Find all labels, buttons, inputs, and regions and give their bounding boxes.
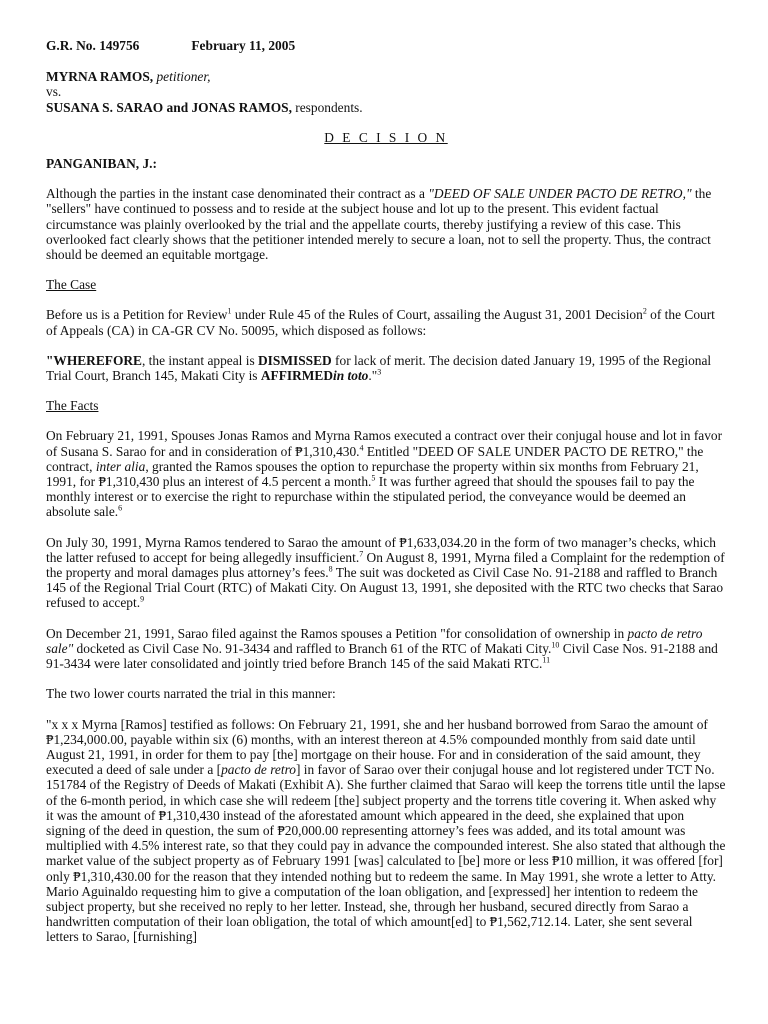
decision-date: February 11, 2005 — [191, 38, 296, 53]
footnote-ref-7[interactable]: 7 — [359, 549, 364, 559]
footnote-ref-10[interactable]: 10 — [551, 640, 560, 650]
facts-3-text-d: Civil Case Nos. 91-2188 and 91-3434 were later consolidated and jointly tried before Branch 145 of the said Makati RTC. — [46, 640, 718, 672]
footnote-ref-1[interactable]: 1 — [227, 306, 232, 316]
intro-text-2: the "sellers" have continued to possess and to reside at the subject house and lot up to the present. This evident factual circumstance was plainly overlooked by the trial and the appellate courts, thereby justifying a review of this case. This overlooked fact clearly shows that the petitioner intended merely to secure a loan, not to sell the property. Thus, the contract should be deemed an equitable mortgage. — [46, 186, 712, 263]
intro-paragraph — [46, 186, 726, 262]
testimony-pacto: pacto de retro — [221, 762, 296, 778]
document-page — [46, 38, 726, 945]
footnote-ref-11[interactable]: 11 — [542, 655, 551, 665]
respondents-name: SUSANA S. SARAO and JONAS RAMOS, — [46, 99, 292, 115]
intro-contract-title: "DEED OF SALE UNDER PACTO DE RETRO," — [428, 186, 692, 202]
facts-2-text-a: On July 30, 1991, Myrna Ramos tendered to Sarao the amount of ₱1,633,034.20 in the form of two manager’s checks, which the latter refused to accept for being allegedly insufficient. — [46, 534, 716, 565]
facts-3-text-c: docketed as Civil Case No. 91-3434 and raffled to Branch 61 of the RTC of Makati City. — [73, 640, 552, 656]
testimony-text-c: ] in favor of Sarao over their conjugal house and lot registered under TCT No. 151784 of the Registry of Deeds of Makati (Exhibit A). She further claimed that Sarao will keep the torrens title until the lapse of the 6-month period, in which case she will redeem [the] subject property and the torrens title covering it. When asked why it was the amount of ₱1,310,430 instead of the aforestated amount which appeared in the deed, she explained that upon signing of the deed in question, the sum of ₱20,000.00 representing attorney’s fees was added, and its total amount was multiplied with 4.5% interest rate, so that they could pay in advance the compounded interest. She also stated that although the market value of the subject property as of February 1991 [was] calculated to [be] more or less ₱10 million, it was offered [for] only ₱1,310,430.00 for the reason that they intended nothing but to redeem the same. In May 1991, she wrote a letter to Atty. Mario Aguinaldo requesting him to give a computation of the loan obligation, and [expressed] her intention to redeem the subject property, but she received no reply to her letter. Instead, she, through her husband, secured directly from Sarao a handwritten computation of their loan obligation, the total of which amount[ed] to ₱1,562,712.14. Later, she sent several letters to Sarao, [furnishing] — [46, 762, 726, 945]
gr-number: G.R. No. 149756 — [46, 38, 140, 53]
testimony-quote — [46, 717, 726, 945]
the-case-paragraph — [46, 307, 726, 337]
facts-paragraph-4: The two lower courts narrated the trial in this manner: — [46, 686, 336, 702]
quote-text-1: , the instant appeal is — [141, 352, 259, 368]
facts-2-text-c: The suit was docketed as Civil Case No. 91-2188 and raffled to Branch 145 of the Regional Trial Court (RTC) of Makati City. On August 13, 1991, she deposited with the RTC two checks that Sarao refused to accept. — [46, 565, 724, 611]
section-heading-the-case: The Case — [46, 277, 97, 293]
quote-wherefore: "WHEREFORE — [46, 352, 142, 368]
quote-affirmed: AFFIRMED — [260, 368, 334, 384]
quote-dismissed: DISMISSED — [258, 352, 332, 368]
petitioner-line — [46, 69, 726, 84]
respondents-line — [46, 100, 726, 115]
case-text-1: Before us is a Petition for Review — [46, 307, 228, 323]
case-text-2: under Rule 45 of the Rules of Court, assailing the August 31, 2001 Decision — [231, 307, 643, 323]
facts-1-text-e: It was further agreed that should the spouses fail to pay the monthly interest or to exercise the right to repurchase within the stipulated period, the conveyance would be deemed an absolute sale. — [46, 474, 695, 520]
case-header-line — [46, 38, 726, 53]
versus: vs. — [46, 84, 62, 100]
decision-title: D E C I S I O N — [324, 129, 448, 145]
facts-3-text-a: On December 21, 1991, Sarao filed against the Ramos spouses a Petition "for consolidation of ownership in — [46, 625, 628, 641]
facts-1-text-d: , granted the Ramos spouses the option to repurchase the property within six months from February 21, 1991, for ₱1,310,430 plus an interest of 4.5 percent a month. — [46, 458, 699, 490]
petitioner-role: petitioner, — [156, 69, 211, 85]
ponente: PANGANIBAN, J.: — [46, 156, 157, 172]
footnote-ref-4[interactable]: 4 — [359, 443, 364, 453]
footnote-ref-9[interactable]: 9 — [140, 595, 145, 605]
dispositive-quote — [46, 353, 726, 383]
testimony-text-a: "x x x Myrna [Ramos] testified as follows: On February 21, 1991, she and her husband borrowed from Sarao the amount of ₱1,234,000.00, payable within six (6) months, with an interest thereon at 4.5% compounded monthly from said date until August 21, 1991, in order for them to pay [the] mortgage on their house. For and in consideration of the said amount, they executed a deed of sale under a [ — [46, 716, 708, 778]
facts-paragraph-2 — [46, 535, 726, 611]
footnote-ref-2[interactable]: 2 — [642, 306, 647, 316]
quote-end: ." — [368, 368, 378, 384]
footnote-ref-6[interactable]: 6 — [118, 504, 123, 513]
facts-paragraph-3 — [46, 626, 726, 672]
footnote-ref-3[interactable]: 3 — [377, 367, 382, 377]
case-text-3: of the Court of Appeals (CA) in CA-GR CV No. 50095, which disposed as follows: — [46, 307, 715, 338]
facts-1-inter-alia: inter alia — [95, 458, 146, 474]
facts-2-text-b: On August 8, 1991, Myrna filed a Complaint for the redemption of the property and moral damages plus attorney’s fees. — [46, 549, 725, 581]
facts-1-text-a: On February 21, 1991, Spouses Jonas Ramos and Myrna Ramos executed a contract over their conjugal house and lot in favor of Susana S. Sarao for and in consideration of ₱1,310,430. — [46, 428, 723, 459]
facts-1-text-b: Entitled "DEED OF SALE UNDER PACTO DE RETRO," the contract, — [46, 443, 704, 474]
petitioner-name: MYRNA RAMOS, — [46, 69, 154, 85]
facts-paragraph-1 — [46, 428, 726, 519]
intro-text-1: Although the parties in the instant case denominated their contract as a — [46, 186, 429, 202]
respondents-role: respondents. — [295, 99, 363, 115]
facts-3-pacto: pacto de retro sale" — [46, 625, 703, 656]
footnote-ref-5[interactable]: 5 — [371, 473, 376, 483]
quote-text-2: for lack of merit. The decision dated January 19, 1995 of the Regional Trial Court, Branch 145, Makati City is — [46, 352, 712, 384]
quote-in-toto: in toto — [333, 368, 369, 384]
section-heading-the-facts: The Facts — [46, 398, 99, 414]
footnote-ref-8[interactable]: 8 — [328, 564, 333, 574]
